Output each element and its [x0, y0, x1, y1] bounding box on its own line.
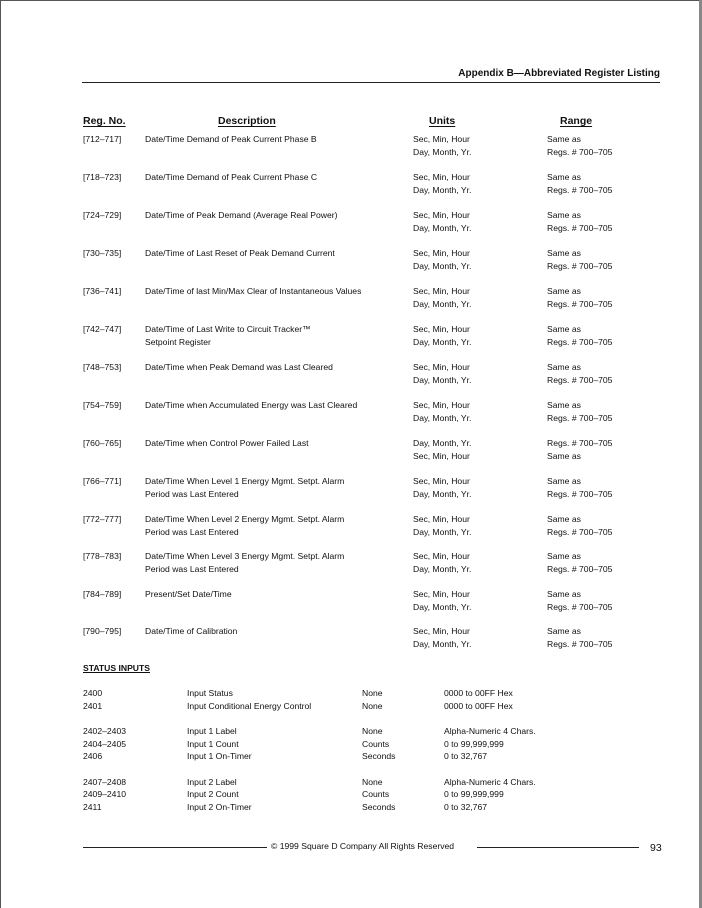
register-description: Date/Time When Level 2 Energy Mgmt. Setpt. Alarm: [145, 514, 345, 524]
status-register-number: 2406: [83, 751, 103, 761]
register-range: Same as: [547, 400, 581, 410]
register-units: Day, Month, Yr.: [413, 184, 472, 195]
register-units: Sec, Min, Hour: [413, 286, 470, 296]
page-border-left: [0, 0, 1, 908]
status-range: Alpha-Numeric 4 Chars.: [444, 726, 536, 736]
register-range: Regs. # 700–705: [547, 260, 613, 271]
register-description: Period was Last Entered: [145, 488, 239, 499]
status-range: 0 to 32,767: [444, 751, 488, 761]
register-description: Date/Time of Calibration: [145, 626, 238, 636]
status-range: 0000 to 00FF Hex: [444, 688, 513, 698]
register-range: Regs. # 700–705: [547, 438, 613, 448]
register-description: Date/Time When Level 3 Energy Mgmt. Setpt. Alarm: [145, 551, 345, 561]
status-range: Alpha-Numeric 4 Chars.: [444, 777, 536, 787]
column-header-reg-no: Reg. No.: [83, 115, 126, 127]
register-units: Day, Month, Yr.: [413, 298, 472, 309]
register-units: Sec, Min, Hour: [413, 626, 470, 636]
status-inputs-heading: STATUS INPUTS: [83, 663, 150, 673]
register-units: Day, Month, Yr.: [413, 438, 472, 448]
register-units: Sec, Min, Hour: [413, 134, 470, 144]
register-number: [772–777]: [83, 514, 122, 524]
register-range: Regs. # 700–705: [547, 184, 613, 195]
status-range: 0 to 99,999,999: [444, 789, 504, 799]
register-range: Same as: [547, 172, 581, 182]
status-units: None: [362, 777, 383, 787]
register-units: Sec, Min, Hour: [413, 450, 470, 461]
register-range: Regs. # 700–705: [547, 146, 613, 157]
register-units: Day, Month, Yr.: [413, 601, 472, 612]
register-description: Present/Set Date/Time: [145, 589, 232, 599]
register-units: Day, Month, Yr.: [413, 526, 472, 537]
register-range: Regs. # 700–705: [547, 336, 613, 347]
register-description: Date/Time of last Min/Max Clear of Instantaneous Values: [145, 286, 362, 296]
register-range: Same as: [547, 248, 581, 258]
register-range: Same as: [547, 362, 581, 372]
header-rule: [82, 82, 660, 83]
register-number: [754–759]: [83, 400, 122, 410]
register-units: Day, Month, Yr.: [413, 146, 472, 157]
register-units: Sec, Min, Hour: [413, 589, 470, 599]
column-header-range: Range: [560, 115, 593, 127]
register-description: Date/Time when Peak Demand was Last Cleared: [145, 362, 333, 372]
register-units: Day, Month, Yr.: [413, 638, 472, 649]
register-number: [712–717]: [83, 134, 122, 144]
register-units: Day, Month, Yr.: [413, 260, 472, 271]
register-number: [778–783]: [83, 551, 122, 561]
footer-copyright: © 1999 Square D Company All Rights Reserved: [271, 841, 455, 851]
register-units: Day, Month, Yr.: [413, 563, 472, 574]
register-range: Same as: [547, 589, 581, 599]
status-register-number: 2401: [83, 701, 103, 711]
register-range: Regs. # 700–705: [547, 601, 613, 612]
status-units: Counts: [362, 789, 390, 799]
register-range: Regs. # 700–705: [547, 526, 613, 537]
register-description: Date/Time when Accumulated Energy was Last Cleared: [145, 400, 358, 410]
register-description: Period was Last Entered: [145, 563, 239, 574]
register-range: Regs. # 700–705: [547, 298, 613, 309]
status-units: None: [362, 701, 383, 711]
register-units: Day, Month, Yr.: [413, 336, 472, 347]
register-units: Sec, Min, Hour: [413, 476, 470, 486]
register-units: Day, Month, Yr.: [413, 374, 472, 385]
register-description: Date/Time Demand of Peak Current Phase B: [145, 134, 317, 144]
status-description: Input 1 Label: [187, 726, 237, 736]
register-units: Sec, Min, Hour: [413, 248, 470, 258]
status-register-number: 2400: [83, 688, 103, 698]
running-header: Appendix B—Abbreviated Register Listing: [458, 68, 660, 79]
register-range: Same as: [547, 210, 581, 220]
status-range: 0 to 32,767: [444, 802, 488, 812]
register-units: Sec, Min, Hour: [413, 362, 470, 372]
status-register-number: 2407–2408: [83, 777, 127, 787]
register-units: Sec, Min, Hour: [413, 514, 470, 524]
register-range: Regs. # 700–705: [547, 638, 613, 649]
register-range: Same as: [547, 476, 581, 486]
register-units: Day, Month, Yr.: [413, 412, 472, 423]
register-description: Date/Time of Last Reset of Peak Demand Current: [145, 248, 335, 258]
register-range: Same as: [547, 551, 581, 561]
footer-rule-right: [477, 847, 639, 848]
status-units: Counts: [362, 739, 390, 749]
status-register-number: 2409–2410: [83, 789, 127, 799]
register-description: Date/Time of Last Write to Circuit Tracker™: [145, 324, 311, 334]
register-number: [730–735]: [83, 248, 122, 258]
status-range: 0000 to 00FF Hex: [444, 701, 513, 711]
register-range: Same as: [547, 514, 581, 524]
register-range: Regs. # 700–705: [547, 488, 613, 499]
register-description: Setpoint Register: [145, 336, 211, 347]
register-range: Same as: [547, 324, 581, 334]
register-units: Day, Month, Yr.: [413, 488, 472, 499]
column-header-description: Description: [218, 115, 276, 127]
register-number: [766–771]: [83, 476, 122, 486]
status-description: Input 2 Label: [187, 777, 237, 787]
register-number: [736–741]: [83, 286, 122, 296]
register-units: Sec, Min, Hour: [413, 210, 470, 220]
register-range: Regs. # 700–705: [547, 412, 613, 423]
status-register-number: 2411: [83, 802, 102, 812]
register-number: [784–789]: [83, 589, 122, 599]
register-range: Same as: [547, 286, 581, 296]
register-number: [742–747]: [83, 324, 122, 334]
register-description: Date/Time Demand of Peak Current Phase C: [145, 172, 318, 182]
register-units: Sec, Min, Hour: [413, 172, 470, 182]
footer-rule-left: [83, 847, 267, 848]
register-units: Day, Month, Yr.: [413, 222, 472, 233]
register-range: Regs. # 700–705: [547, 222, 613, 233]
status-description: Input 2 On-Timer: [187, 802, 252, 812]
status-units: Seconds: [362, 802, 396, 812]
status-units: None: [362, 726, 383, 736]
register-description: Date/Time When Level 1 Energy Mgmt. Setpt. Alarm: [145, 476, 345, 486]
status-description: Input 1 Count: [187, 739, 239, 749]
status-register-number: 2402–2403: [83, 726, 127, 736]
status-units: None: [362, 688, 383, 698]
status-description: Input 2 Count: [187, 789, 239, 799]
register-description: Date/Time of Peak Demand (Average Real Power): [145, 210, 338, 220]
register-number: [760–765]: [83, 438, 122, 448]
register-range: Regs. # 700–705: [547, 563, 613, 574]
register-range: Same as: [547, 626, 581, 636]
register-number: [790–795]: [83, 626, 122, 636]
register-units: Sec, Min, Hour: [413, 400, 470, 410]
page-border-top: [0, 0, 702, 1]
register-units: Sec, Min, Hour: [413, 324, 470, 334]
register-units: Sec, Min, Hour: [413, 551, 470, 561]
page-number: 93: [650, 842, 662, 854]
register-description: Period was Last Entered: [145, 526, 239, 537]
register-number: [724–729]: [83, 210, 122, 220]
status-description: Input 1 On-Timer: [187, 751, 252, 761]
column-header-units: Units: [429, 115, 456, 127]
register-range: Same as: [547, 134, 581, 144]
register-range: Same as: [547, 450, 581, 461]
status-register-number: 2404–2405: [83, 739, 127, 749]
status-description: Input Conditional Energy Control: [187, 701, 312, 711]
register-number: [748–753]: [83, 362, 122, 372]
register-number: [718–723]: [83, 172, 122, 182]
status-description: Input Status: [187, 688, 233, 698]
status-units: Seconds: [362, 751, 396, 761]
register-range: Regs. # 700–705: [547, 374, 613, 385]
status-range: 0 to 99,999,999: [444, 739, 504, 749]
register-description: Date/Time when Control Power Failed Last: [145, 438, 309, 448]
